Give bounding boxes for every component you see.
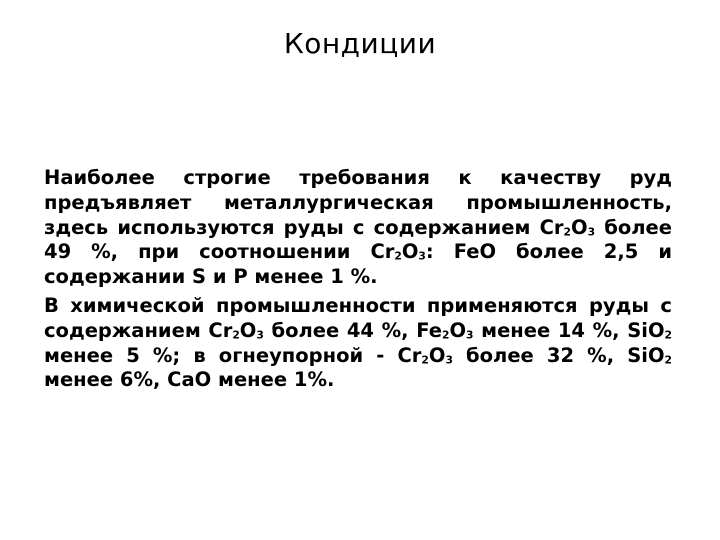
text-segment: Наиболее строгие требования к качеству руд предъявляет металлургическая промышленность, здесь используются руды с содержанием Cr bbox=[44, 166, 672, 239]
subscript: 2 bbox=[664, 353, 672, 367]
text-segment: менее 6%, CaO менее 1%. bbox=[44, 368, 335, 392]
slide-title: Кондиции bbox=[283, 27, 437, 60]
subscript: 3 bbox=[256, 328, 264, 342]
text-segment: O bbox=[401, 240, 419, 264]
text-segment: O bbox=[428, 343, 446, 367]
subscript: 3 bbox=[466, 328, 474, 342]
text-segment: В химической промышленности применяются руды с содержанием Cr bbox=[44, 293, 672, 342]
text-segment: : FeO более 2,5 и содержании S и P менее 1 %. bbox=[44, 240, 672, 289]
subscript: 2 bbox=[232, 328, 240, 342]
paragraph-metallurgy bbox=[44, 166, 672, 290]
subscript: 3 bbox=[418, 249, 426, 263]
text-segment: более 49 %, при соотношении Cr bbox=[44, 215, 673, 264]
subscript: 2 bbox=[664, 328, 672, 342]
subscript: 2 bbox=[563, 225, 572, 239]
text-segment: O bbox=[239, 318, 257, 342]
slide-body bbox=[44, 166, 672, 397]
subscript: 3 bbox=[445, 353, 453, 367]
paragraph-chemical-refractory bbox=[44, 294, 672, 393]
subscript: 2 bbox=[394, 249, 402, 263]
subscript: 3 bbox=[587, 225, 596, 239]
text-segment: O bbox=[449, 318, 467, 342]
text-segment: более 44 %, Fe bbox=[263, 318, 442, 342]
text-segment: менее 5 %; в огнеупорной - Cr bbox=[44, 343, 422, 367]
text-segment: менее 14 %, SiO bbox=[473, 318, 665, 342]
text-segment: O bbox=[571, 215, 588, 239]
subscript: 2 bbox=[421, 353, 429, 367]
subscript: 2 bbox=[441, 328, 450, 342]
text-segment: более 32 %, SiO bbox=[452, 343, 665, 367]
